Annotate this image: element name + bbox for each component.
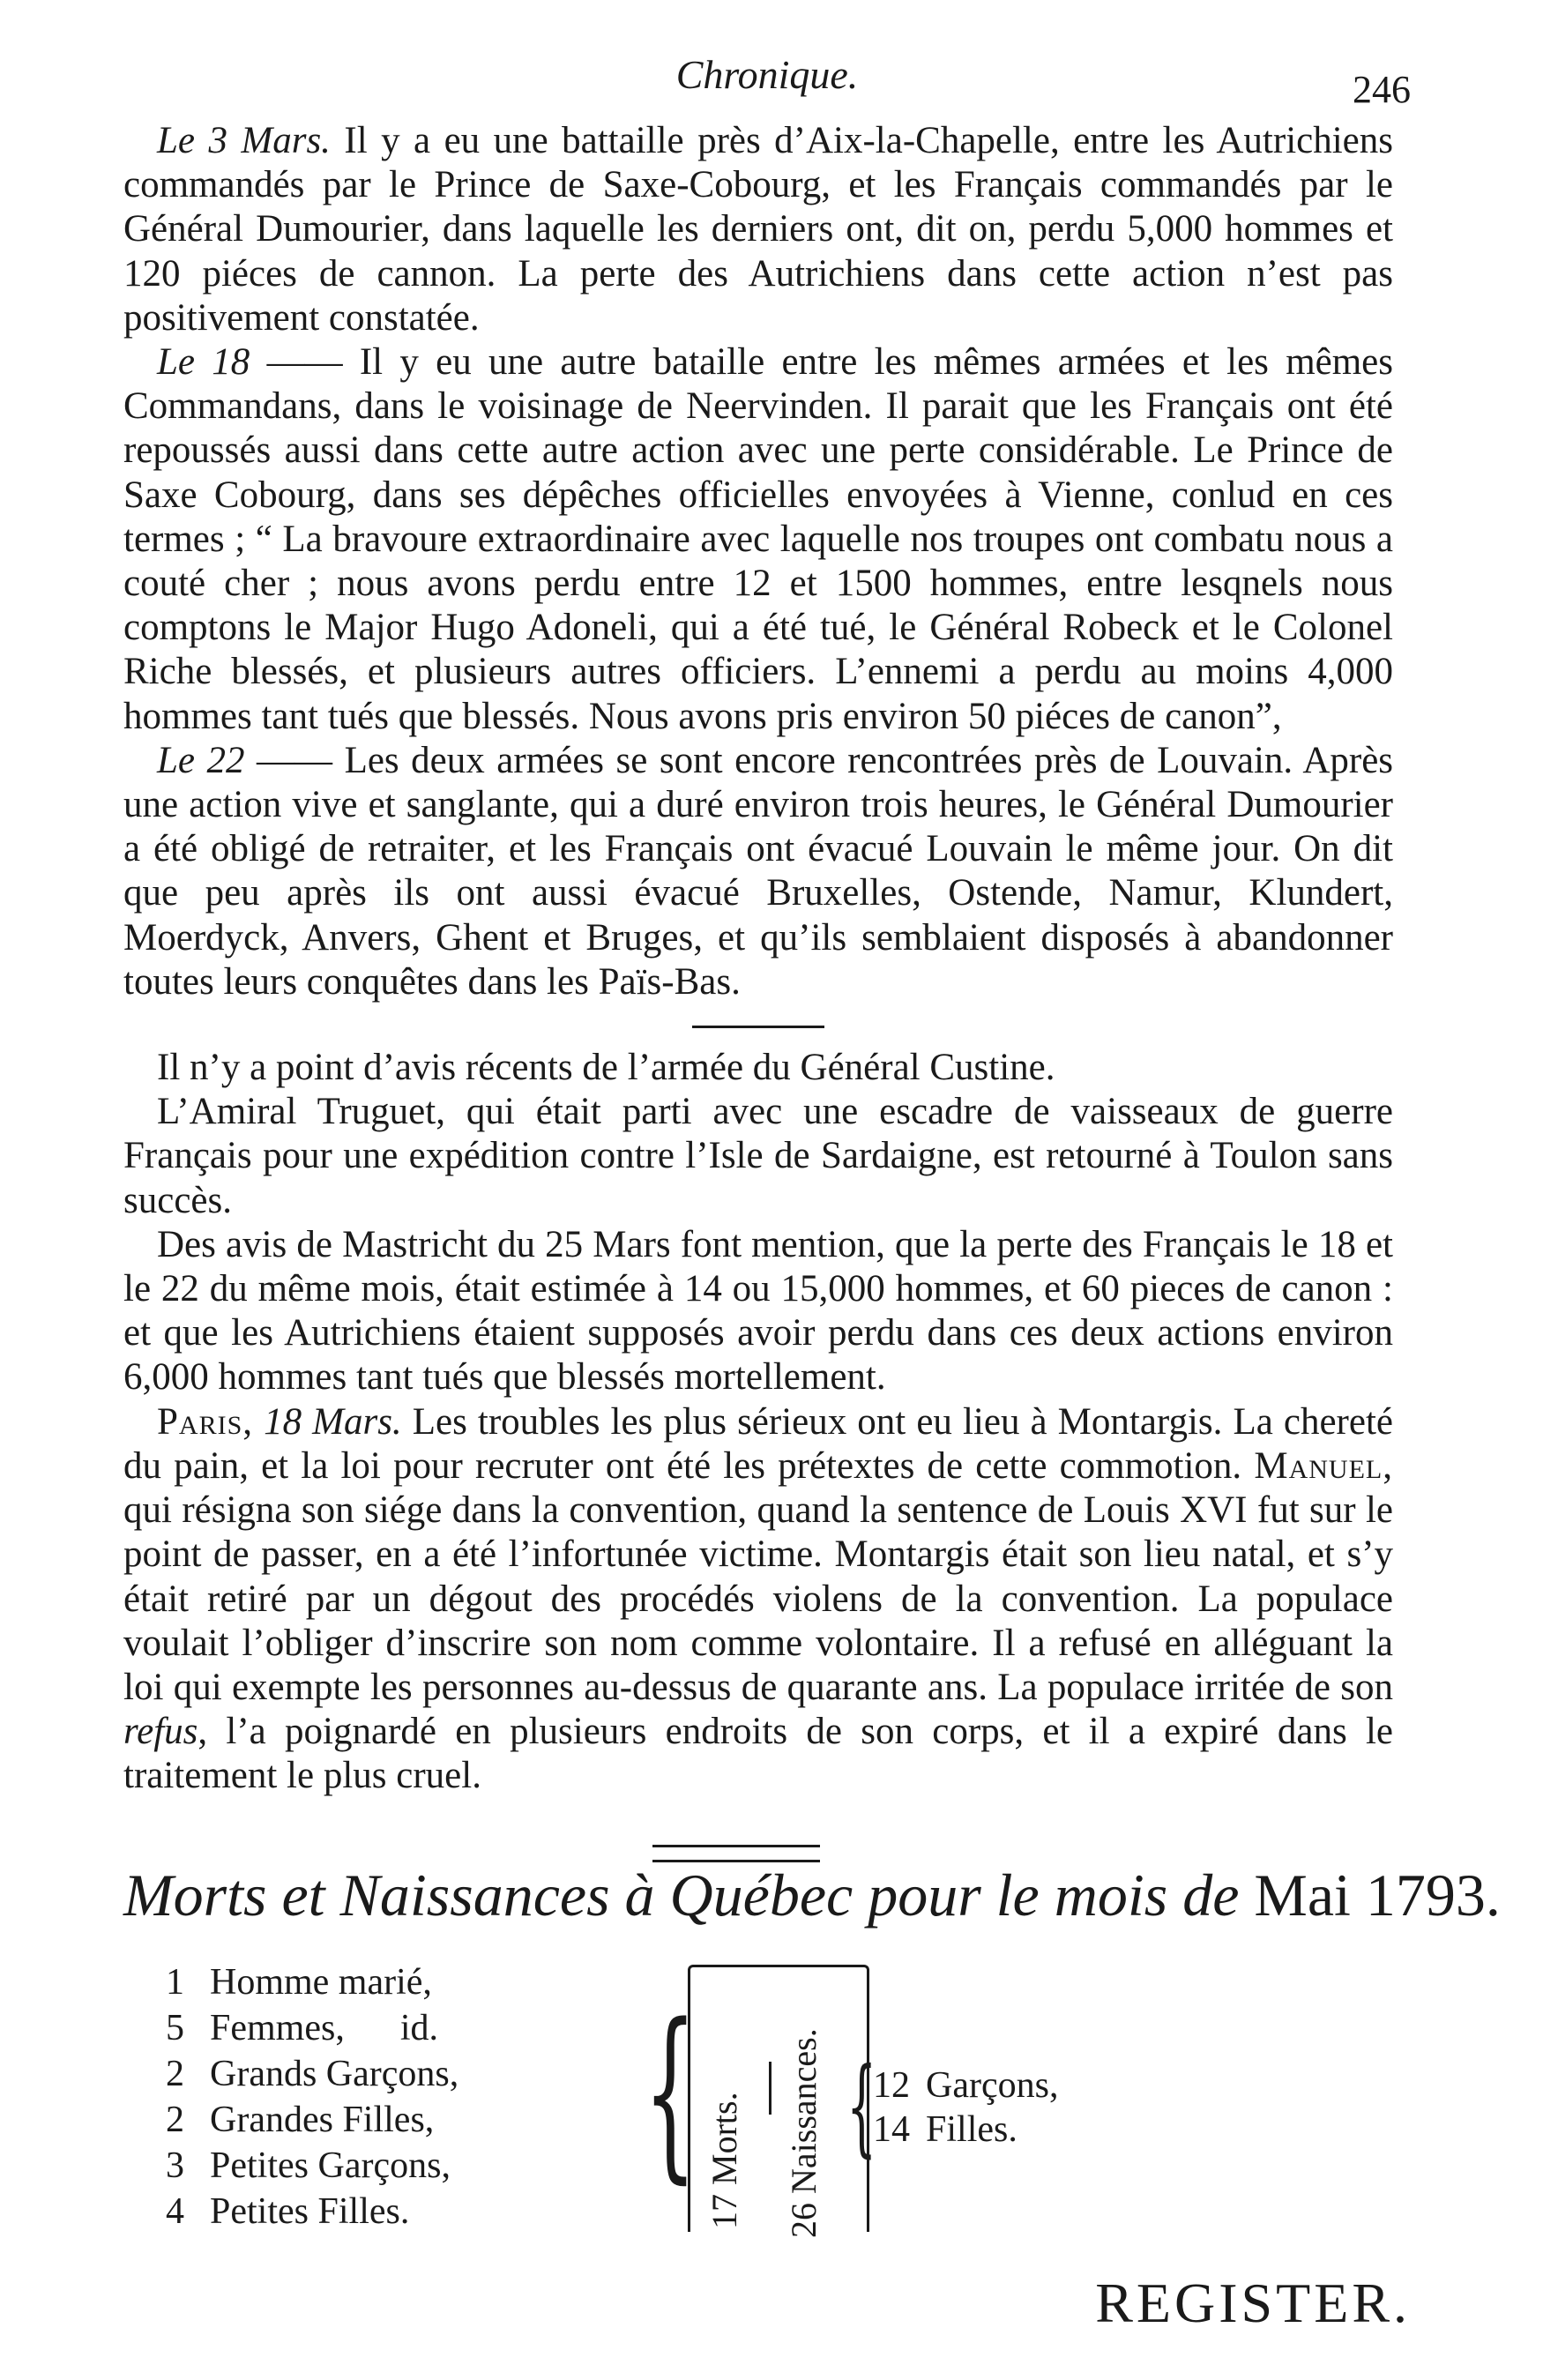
totals-separator (769, 2062, 772, 2115)
paragraph-paris (123, 1400, 1393, 1799)
category-label: Grandes Filles, (210, 2100, 435, 2140)
births-list (873, 2063, 1058, 2152)
double-rule-divider (652, 1845, 820, 1862)
dateline-city: Paris, (157, 1400, 254, 1443)
catchword: REGISTER. (1095, 2272, 1411, 2334)
paragraph-march-22 (123, 739, 1393, 1004)
paragraph-truguet: L’Amiral Truguet, qui était parti avec une escadre de vaisseaux de guerre Français pour une expédition contre l’Isle de Sardaigne, est retourné à Toulon sans succès. (123, 1091, 1393, 1221)
paragraph-mastricht: Des avis de Mastricht du 25 Mars font mention, que la perte des Français le 18 et le 22 du même mois, était estimée à 14 ou 15,000 hommes, et 60 pieces de canon : et que les Autrichiens étaient supposés avoir perdu dans ces deux actions environ 6,000 hommes tant tués que blessés mortellement. (123, 1223, 1393, 1399)
entry-date: Le 22 (157, 739, 245, 781)
title-italic: Morts et Naissances à Québec pour le mois de (123, 1861, 1240, 1929)
totals-box (635, 1965, 882, 2247)
list-item (166, 2143, 458, 2189)
paragraph-text: Les troubles les plus sérieux ont eu lieu à Montargis. La chereté du pain, et la loi pour recruter ont été les prétextes de cette commotion. (123, 1400, 1393, 1487)
italic-word: refus (123, 1711, 198, 1753)
paragraph-march-18 (123, 340, 1393, 739)
list-item (166, 2005, 458, 2051)
category-label: Petites Filles. (210, 2191, 410, 2232)
paragraph-text: , l’a poignardé en plusieurs endroits de son corps, et il a expiré dans le traitement le plus cruel. (123, 1711, 1393, 1797)
category-label: Petites Garçons, (210, 2145, 451, 2186)
count: 2 (166, 2054, 184, 2094)
register-title (123, 1861, 1501, 1930)
count: 3 (166, 2145, 184, 2186)
count: 2 (166, 2100, 184, 2140)
entry-date: Le 3 Mars. (157, 120, 331, 161)
deaths-list (166, 1959, 458, 2235)
category-label: Grands Garçons, (210, 2054, 459, 2094)
paragraph-march-3 (123, 119, 1393, 340)
count: 5 (166, 2008, 184, 2048)
category-label: Homme marié, (210, 1962, 432, 2003)
chronicle-body (123, 119, 1393, 1799)
list-item (166, 2097, 458, 2143)
category-label: Femmes, id. (210, 2008, 438, 2048)
right-brace: { (846, 2046, 877, 2168)
total-births: 26 Naissances. (784, 2028, 824, 2238)
paragraph-custine: Il n’y a point d’avis récents de l’armée du Général Custine. (157, 1047, 1055, 1089)
paragraph-text: Les deux armées se sont encore rencontrées près de Louvain. Après une action vive et sanglante, qui a duré environ trois heures, le Général Dumourier a été obligé de retraiter, et les Français ont évacué Louvain le même jour. On dit que peu après ils ont aussi évacué Bruxelles, Ostende, Namur, Klundert, Moerdyck, Anvers, Ghent et Bruges, et qu’ils semblaient disposés à abandonner toutes leurs conquêtes dans les Païs-Bas. (123, 739, 1394, 1003)
entry-dash: —— (250, 341, 360, 384)
list-item (873, 2063, 1058, 2108)
section-divider (692, 1026, 824, 1028)
title-roman: Mai 1793. (1239, 1861, 1501, 1929)
category-label: Filles. (926, 2109, 1017, 2150)
count: 12 (873, 2065, 910, 2106)
list-item (166, 2051, 458, 2097)
category-label: Garçons, (926, 2065, 1059, 2106)
paragraph-text: Il y a eu une battaille près d’Aix-la-Chapelle, entre les Autrichiens commandés par le Prince de Saxe-Cobourg, et les Français commandés par le Général Dumourier, dans laquelle les derniers ont, dit on, perdu 5,000 hommes et 120 piéces de cannon. La perte des Autrichiens dans cette action n’est pas positivement constatée. (123, 120, 1393, 339)
entry-dash: —— (244, 739, 345, 781)
page-header (123, 25, 1411, 111)
list-item (166, 1959, 458, 2005)
total-deaths: 17 Morts. (704, 2092, 744, 2229)
paragraph-text: qui résigna son siége dans la convention, quand la sentence de Louis XVI fut sur le point de passer, en a été l’infortunée victime. Montargis était son lieu natal, et s’y était retiré par un dégout des procédés violens de la convention. La populace voulait l’obliger d’inscrire son nom comme volontaire. Il a refusé en alléguant la loi qui exempte les personnes au-dessus de quarante ans. La populace irritée de son (123, 1489, 1393, 1708)
running-title: Chronique. (675, 52, 859, 97)
entry-date: 18 Mars. (253, 1400, 402, 1443)
paragraph-text: Il y eu une autre bataille entre les mêmes armées et les mêmes Commandans, dans le voisinage de Neervinden. Il parait que les Français ont été repoussés aussi dans cette autre action avec une perte considérable. Le Prince de Saxe Cobourg, dans ses dépêches officielles envoyées à Vienne, conlud en ces termes ; “ La bravoure extraordinaire avec laquelle nos troupes ont combatu nous a couté cher ; nous avons perdu entre 12 et 1500 hommes, entre lesqnels nous comptons le Major Hugo Adoneli, qui a été tué, le Général Robeck et le Colonel Riche blessés, et plusieurs autres officiers. L’ennemi a perdu au moins 4,000 hommes tant tués que blessés. Nous avons pris environ 50 piéces de canon”, (123, 341, 1393, 737)
list-item (873, 2108, 1058, 2152)
count: 14 (873, 2109, 910, 2150)
page-number: 246 (1353, 68, 1411, 111)
left-brace: { (644, 1984, 697, 2200)
entry-date: Le 18 (157, 341, 250, 384)
count: 4 (166, 2191, 184, 2232)
list-item (166, 2189, 458, 2235)
count: 1 (166, 1962, 184, 2003)
person-name: Manuel, (1254, 1444, 1393, 1487)
